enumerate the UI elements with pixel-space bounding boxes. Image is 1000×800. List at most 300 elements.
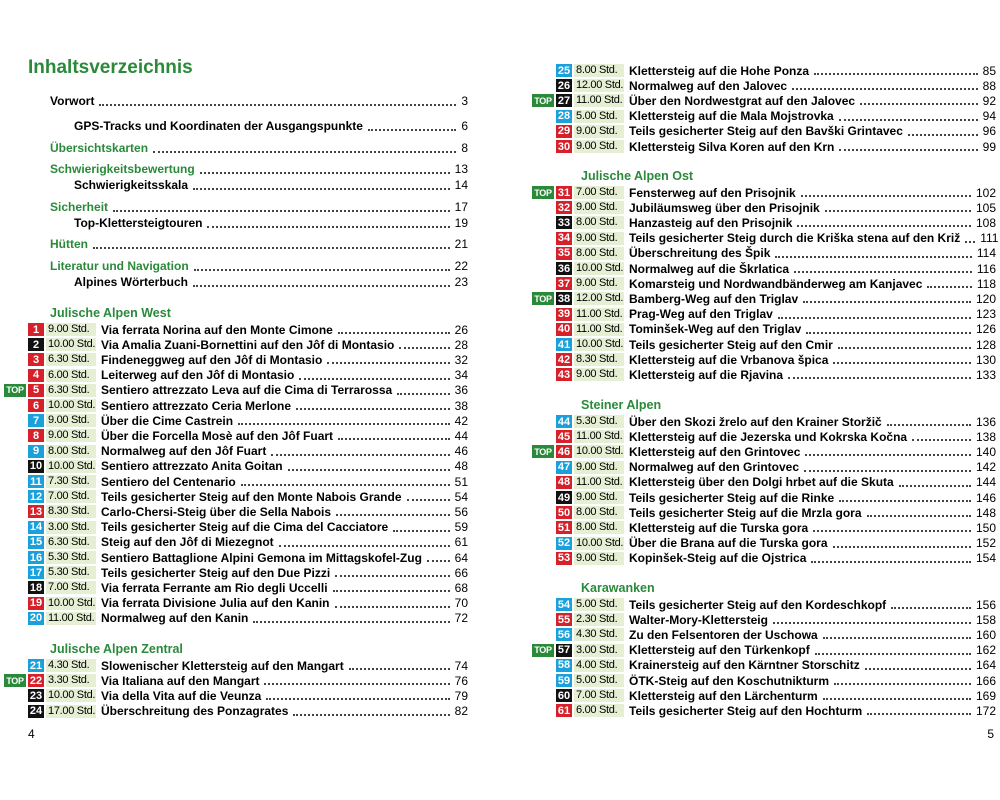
page-ref: 92	[982, 93, 996, 108]
tour-row[interactable]	[556, 139, 996, 154]
page-ref: 38	[454, 398, 468, 413]
tour-duration: 6.30 Std.	[46, 384, 96, 397]
tour-duration: 11.00 Std.	[48, 611, 95, 624]
tour-name: Überschreitung des Ponzagrates	[101, 704, 289, 719]
tour-name: Jubiläumsweg über den Prisojnik	[629, 200, 820, 215]
tour-duration: 7.00 Std.	[574, 186, 624, 199]
front-matter-label: Sicherheit	[50, 200, 109, 214]
tour-name: Teils gesicherter Steig auf den Monte Nabois Grande	[101, 489, 402, 504]
tour-number-badge: 61	[557, 704, 571, 717]
dot-leader	[253, 621, 449, 623]
page-ref: 150	[975, 520, 996, 535]
tour-row[interactable]	[556, 109, 996, 124]
tour-number-badge: 54	[557, 598, 571, 611]
page-ref: 146	[975, 490, 996, 505]
tour-duration: 9.00 Std.	[574, 491, 624, 504]
right-page	[500, 0, 1000, 800]
dot-leader	[912, 439, 971, 441]
tour-name: Via ferrata Divisione Julia auf den Kanin	[101, 596, 330, 611]
page-ref: 160	[975, 627, 996, 642]
page-ref: 68	[454, 580, 468, 595]
front-matter-row[interactable]	[50, 236, 468, 252]
page-ref: 123	[975, 307, 996, 322]
tour-row[interactable]	[556, 261, 996, 276]
page-ref: 6	[461, 119, 468, 133]
tour-duration: 8.30 Std.	[46, 505, 96, 518]
tour-name: Klettersteig auf den Grintovec	[629, 444, 801, 459]
tour-row[interactable]	[28, 704, 468, 719]
dot-leader	[865, 668, 971, 670]
tour-number-badge: 22	[29, 674, 43, 687]
tour-row[interactable]	[28, 611, 468, 626]
page-ref: 21	[454, 237, 468, 251]
page-ref: 88	[982, 78, 996, 93]
tour-row[interactable]	[28, 489, 468, 504]
page-ref: 82	[454, 704, 468, 719]
tour-row[interactable]	[28, 565, 468, 580]
tour-row[interactable]	[28, 535, 468, 550]
tour-row[interactable]	[28, 368, 468, 383]
dot-leader	[368, 129, 456, 131]
tour-number-badge: 16	[29, 551, 43, 564]
top-badge: TOP	[4, 384, 26, 397]
tour-name: Sentiero attrezzato Leva auf die Cima di Terrarossa	[101, 383, 393, 398]
tour-duration: 3.30 Std.	[46, 674, 96, 687]
tour-row[interactable]	[556, 367, 996, 382]
page-ref: 14	[454, 178, 468, 192]
front-matter-label: GPS-Tracks und Koordinaten der Ausgangspunkte	[74, 119, 363, 133]
page-ref: 164	[975, 658, 996, 673]
dot-leader	[335, 575, 449, 577]
tour-row[interactable]	[28, 459, 468, 474]
tour-name: Prag-Weg auf den Triglav	[629, 307, 773, 322]
tour-duration: 10.00 Std.	[576, 338, 624, 350]
tour-row[interactable]	[556, 322, 996, 337]
tour-number-badge: 1	[28, 323, 44, 336]
tour-name: Über die Forcella Mosè auf den Jôf Fuart	[101, 428, 334, 443]
tour-name: Kopinšek-Steig auf die Ojstrica	[629, 551, 807, 566]
dot-leader	[775, 256, 971, 258]
tour-duration: 9.00 Std.	[574, 140, 624, 153]
page-ref: 64	[454, 550, 468, 565]
dot-leader	[891, 607, 971, 609]
tour-row[interactable]	[556, 414, 996, 429]
tour-number-badge: 60	[557, 689, 571, 702]
tour-number-badge: 58	[557, 659, 571, 672]
tour-row[interactable]	[556, 307, 996, 322]
tour-duration: 10.00 Std.	[48, 338, 96, 351]
tour-row[interactable]	[556, 337, 996, 352]
tour-row[interactable]	[556, 215, 996, 230]
tour-duration: 10.00 Std.	[576, 445, 624, 458]
tour-row[interactable]	[28, 322, 468, 337]
tour-duration: 10.00 Std.	[48, 596, 96, 609]
section-title: Julische Alpen Ost	[581, 169, 694, 183]
page-ref: 126	[975, 322, 996, 337]
front-matter-row[interactable]	[50, 140, 468, 156]
tour-number-badge: 51	[557, 521, 571, 534]
page-ref: 32	[454, 352, 468, 367]
dot-leader	[296, 408, 450, 410]
front-matter-row[interactable]	[74, 118, 468, 134]
dot-leader	[839, 119, 978, 121]
dot-leader	[399, 347, 449, 349]
page-ref: 128	[975, 337, 996, 352]
tour-row[interactable]	[556, 246, 996, 261]
tour-row[interactable]	[556, 597, 996, 612]
tour-row[interactable]	[28, 398, 468, 413]
page-ref: 23	[454, 275, 468, 289]
dot-leader	[813, 530, 971, 532]
tour-name: Klettersteig auf die Jezerska und Kokrska Kočna	[629, 429, 908, 444]
page-ref: 162	[975, 643, 996, 658]
tour-name: Komarsteig und Nordwandbänderweg am Kanjavec	[629, 276, 923, 291]
tour-row[interactable]	[556, 505, 996, 520]
tour-row[interactable]	[556, 658, 996, 673]
dot-leader	[811, 561, 971, 563]
tour-name: Tominšek-Weg auf den Triglav	[629, 322, 802, 337]
tour-number-badge: 21	[29, 659, 43, 672]
page-ref: 136	[975, 414, 996, 429]
tour-name: Leiterweg auf den Jôf di Montasio	[101, 368, 295, 383]
tour-number-badge: 42	[557, 353, 571, 366]
front-matter-row[interactable]	[50, 199, 468, 215]
dot-leader	[860, 103, 978, 105]
tour-duration: 8.30 Std.	[574, 353, 624, 366]
tour-number-badge: 4	[28, 369, 44, 382]
tour-row[interactable]	[28, 580, 468, 595]
page-ref: 22	[454, 259, 468, 273]
tour-row[interactable]	[28, 413, 468, 428]
dot-leader	[200, 172, 450, 174]
page-ref: 144	[975, 475, 996, 490]
tour-row[interactable]	[556, 231, 999, 246]
front-matter-row[interactable]	[74, 177, 468, 193]
page-ref: 172	[975, 703, 996, 718]
tour-name: Teils gesicherter Steig durch die Kriška stena auf den Križ	[629, 231, 961, 246]
tour-duration: 10.00 Std.	[576, 262, 624, 274]
page-ref: 36	[454, 383, 468, 398]
tour-row[interactable]	[556, 643, 996, 658]
tour-name: Klettersteig auf den Türkenkopf	[629, 643, 810, 658]
tour-number-badge: 3	[28, 353, 44, 366]
page-ref: 166	[975, 673, 996, 688]
tour-duration: 17.00 Std.	[48, 704, 96, 717]
tour-row[interactable]	[556, 185, 996, 200]
dot-leader	[887, 424, 971, 426]
tour-row[interactable]	[556, 276, 996, 291]
dot-leader	[839, 500, 971, 502]
dot-leader	[899, 485, 971, 487]
page-ref: 8	[461, 141, 468, 155]
dot-leader	[335, 606, 450, 608]
tour-name: Klettersteig über den Dolgi hrbet auf die Skuta	[629, 475, 894, 490]
page-number-left: 4	[28, 727, 35, 741]
dot-leader	[794, 271, 972, 273]
tour-number-badge: 26	[557, 79, 571, 92]
tour-row[interactable]	[556, 352, 996, 367]
dot-leader	[279, 545, 450, 547]
top-badge: TOP	[532, 94, 554, 107]
tour-name: Klettersteig auf die Vrbanova špica	[629, 352, 829, 367]
dot-leader	[349, 668, 450, 670]
tour-row[interactable]	[28, 520, 468, 535]
page-ref: 61	[454, 535, 468, 550]
tour-duration: 10.00 Std.	[48, 399, 96, 411]
tour-duration: 9.00 Std.	[46, 323, 96, 336]
tour-name: Normalweg auf den Grintovec	[629, 460, 800, 475]
tour-name: Via ferrata Norina auf den Monte Cimone	[101, 322, 333, 337]
tour-number-badge: 5	[28, 384, 44, 397]
tour-number-badge: 41	[557, 338, 571, 351]
tour-row[interactable]	[28, 352, 468, 367]
page-ref: 156	[975, 597, 996, 612]
tour-name: Via della Vita auf die Veunza	[101, 688, 262, 703]
tour-row[interactable]	[28, 474, 468, 489]
page-ref: 152	[975, 536, 996, 551]
tour-number-badge: 12	[29, 490, 43, 503]
tour-row[interactable]	[28, 428, 468, 443]
tour-row[interactable]	[556, 612, 996, 627]
tour-row[interactable]	[556, 673, 996, 688]
tour-number-badge: 20	[29, 612, 43, 625]
tour-row[interactable]	[556, 475, 996, 490]
tour-name: Sentiero Battaglione Alpini Gemona im Mittagskofel-Zug	[101, 550, 422, 565]
tour-row[interactable]	[556, 703, 996, 718]
page-ref: 105	[975, 200, 996, 215]
tour-duration: 6.00 Std.	[46, 369, 96, 382]
dot-leader	[823, 698, 971, 700]
dot-leader	[336, 514, 450, 516]
page-ref: 114	[976, 246, 996, 261]
page-ref: 154	[975, 551, 996, 566]
tour-row[interactable]	[28, 444, 468, 459]
tour-number-badge: 48	[557, 476, 571, 489]
tour-number-badge: 39	[557, 308, 571, 321]
tour-number-badge: 19	[29, 597, 43, 610]
dot-leader	[788, 377, 971, 379]
tour-number-badge: 43	[557, 368, 571, 381]
page-ref: 66	[454, 565, 468, 580]
page-ref: 120	[975, 291, 996, 306]
tour-number-badge: 36	[557, 262, 571, 275]
tour-row[interactable]	[556, 291, 996, 306]
dot-leader	[327, 362, 449, 364]
tour-row[interactable]	[556, 688, 996, 703]
tour-row[interactable]	[28, 658, 468, 673]
section-title: Karawanken	[581, 581, 655, 595]
front-matter-label: Schwierigkeitsskala	[74, 178, 189, 192]
tour-row[interactable]	[28, 383, 468, 398]
tour-duration: 9.00 Std.	[574, 201, 624, 214]
page-ref: 56	[454, 504, 468, 519]
dot-leader	[271, 454, 449, 456]
dot-leader	[193, 188, 450, 190]
tour-number-badge: 35	[557, 247, 571, 260]
tour-row[interactable]	[556, 627, 996, 642]
tour-row[interactable]	[556, 520, 996, 535]
page-ref: 116	[976, 261, 996, 276]
tour-row[interactable]	[556, 124, 996, 139]
tour-row[interactable]	[556, 63, 996, 78]
tour-number-badge: 28	[557, 110, 571, 123]
dot-leader	[193, 285, 450, 287]
tour-name: Teils gesicherter Steig auf den Hochturm	[629, 703, 863, 718]
tour-duration: 4.00 Std.	[574, 659, 624, 672]
dot-leader	[965, 241, 975, 243]
front-matter-label: Vorwort	[50, 94, 95, 108]
tour-row[interactable]	[556, 444, 996, 459]
tour-row[interactable]	[28, 337, 468, 352]
page-ref: 102	[975, 185, 996, 200]
tour-duration: 11.00 Std.	[576, 475, 623, 488]
tour-duration: 11.00 Std.	[576, 322, 623, 335]
dot-leader	[804, 470, 971, 472]
tour-name: Klettersteig auf die Mala Mojstrovka	[629, 109, 834, 124]
page-ref: 99	[982, 139, 996, 154]
tour-number-badge: 34	[557, 232, 571, 245]
tour-row[interactable]	[556, 536, 996, 551]
tour-row[interactable]	[556, 490, 996, 505]
page-ref: 142	[975, 460, 996, 475]
dot-leader	[778, 317, 971, 319]
page-ref: 3	[461, 94, 468, 108]
tour-duration: 6.30 Std.	[46, 353, 96, 366]
tour-number-badge: 59	[557, 674, 571, 687]
tour-duration: 7.00 Std.	[574, 689, 624, 702]
tour-name: Über die Cime Castrein	[101, 413, 234, 428]
tour-name: Normalweg auf den Kanin	[101, 611, 249, 626]
dot-leader	[792, 88, 978, 90]
tour-row[interactable]	[556, 200, 996, 215]
front-matter-label: Alpines Wörterbuch	[74, 275, 189, 289]
tour-name: Teils gesicherter Steig auf die Rinke	[629, 490, 835, 505]
top-badge: TOP	[532, 644, 554, 657]
tour-row[interactable]	[556, 429, 996, 444]
tour-name: Klettersteig auf die Rjavina	[629, 367, 784, 382]
dot-leader	[266, 698, 449, 700]
tour-duration: 10.00 Std.	[48, 459, 96, 472]
tour-row[interactable]	[28, 504, 468, 519]
front-matter-row[interactable]	[50, 258, 468, 274]
tour-row[interactable]	[556, 460, 996, 475]
tour-number-badge: 56	[557, 628, 571, 641]
dot-leader	[833, 546, 971, 548]
page-ref: 42	[454, 413, 468, 428]
tour-row[interactable]	[28, 596, 468, 611]
tour-number-badge: 8	[28, 429, 44, 442]
tour-name: Steig auf den Jôf di Miezegnot	[101, 535, 274, 550]
tour-duration: 9.00 Std.	[574, 368, 624, 381]
tour-number-badge: 15	[29, 536, 43, 549]
dot-leader	[867, 713, 971, 715]
tour-number-badge: 6	[28, 399, 44, 412]
page-ref: 158	[975, 612, 996, 627]
tour-name: Teils gesicherter Steig auf die Mrzla gora	[629, 505, 862, 520]
tour-duration: 4.30 Std.	[574, 628, 624, 641]
tour-number-badge: 53	[557, 552, 571, 565]
tour-number-badge: 10	[29, 460, 43, 473]
front-matter-label: Hütten	[50, 237, 88, 251]
dot-leader	[834, 683, 971, 685]
page-ref: 59	[454, 520, 468, 535]
front-matter-row[interactable]	[50, 161, 468, 177]
front-matter-row[interactable]	[74, 274, 468, 290]
tour-number-badge: 24	[29, 705, 43, 718]
dot-leader	[797, 225, 971, 227]
dot-leader	[838, 347, 971, 349]
tour-name: Krainersteig auf den Kärntner Storschitz	[629, 658, 860, 673]
page-ref: 94	[982, 109, 996, 124]
tour-duration: 11.00 Std.	[576, 307, 623, 320]
tour-duration: 9.00 Std.	[574, 461, 624, 474]
tour-row[interactable]	[28, 688, 468, 703]
front-matter-row[interactable]	[50, 93, 468, 109]
dot-leader	[825, 210, 971, 212]
tour-number-badge: 37	[557, 277, 571, 290]
tour-duration: 2.30 Std.	[574, 613, 624, 626]
tour-number-badge: 7	[28, 414, 44, 427]
tour-name: Sentiero attrezzato Anita Goitan	[101, 459, 283, 474]
dot-leader	[238, 423, 450, 425]
tour-number-badge: 17	[29, 566, 43, 579]
page-ref: 13	[454, 162, 468, 176]
page-ref: 148	[975, 505, 996, 520]
tour-name: Überschreitung des Špik	[629, 246, 771, 261]
tour-row[interactable]	[28, 673, 468, 688]
tour-duration: 8.00 Std.	[574, 506, 624, 519]
tour-duration: 7.30 Std.	[46, 475, 96, 488]
tour-number-badge: 30	[557, 140, 571, 153]
top-badge: TOP	[532, 186, 554, 199]
tour-row[interactable]	[28, 550, 468, 565]
page-ref: 48	[454, 459, 468, 474]
page-ref: 133	[975, 367, 996, 382]
dot-leader	[264, 683, 449, 685]
tour-name: Teils gesicherter Steig auf den Bavški Grintavec	[629, 124, 903, 139]
dot-leader	[393, 530, 449, 532]
tour-name: Bamberg-Weg auf den Triglav	[629, 291, 799, 306]
tour-number-badge: 18	[29, 581, 43, 594]
dot-leader	[338, 438, 450, 440]
page-ref: 76	[454, 673, 468, 688]
tour-row[interactable]	[556, 93, 996, 108]
tour-name: Walter-Mory-Klettersteig	[629, 612, 768, 627]
front-matter-label: Übersichtskarten	[50, 141, 149, 155]
page-ref: 111	[980, 231, 999, 246]
tour-name: Klettersteig auf den Lärchenturm	[629, 688, 818, 703]
tour-duration: 8.00 Std.	[574, 216, 624, 229]
front-matter-row[interactable]	[74, 215, 468, 231]
tour-duration: 8.00 Std.	[574, 247, 624, 260]
dot-leader	[427, 560, 450, 562]
front-matter-label: Literatur und Navigation	[50, 259, 189, 273]
tour-row[interactable]	[556, 551, 996, 566]
tour-row[interactable]	[556, 78, 996, 93]
tour-duration: 6.30 Std.	[46, 536, 96, 549]
tour-name: Carlo-Chersi-Steig über die Sella Nabois	[101, 504, 332, 519]
tour-name: Hanzasteig auf den Prisojnik	[629, 215, 793, 230]
page-ref: 138	[975, 429, 996, 444]
tour-duration: 10.00 Std.	[48, 689, 96, 702]
dot-leader	[814, 73, 978, 75]
tour-name: Teils gesicherter Steig auf den Due Pizzi	[101, 565, 331, 580]
tour-name: ÖTK-Steig auf den Koschutnikturm	[629, 673, 830, 688]
tour-number-badge: 33	[557, 216, 571, 229]
tour-name: Slowenischer Klettersteig auf den Mangart	[101, 658, 344, 673]
tour-number-badge: 45	[557, 430, 571, 443]
tour-number-badge: 32	[557, 201, 571, 214]
